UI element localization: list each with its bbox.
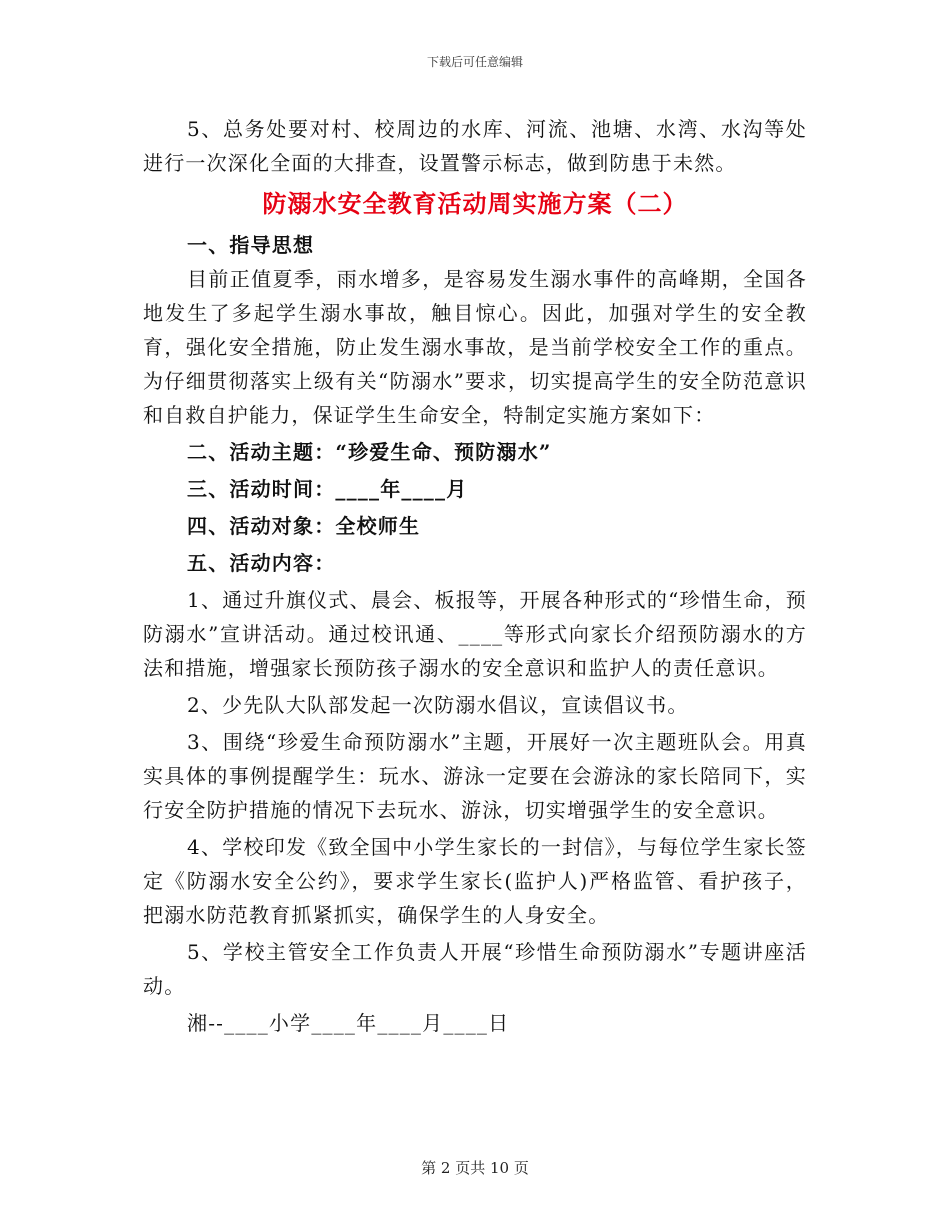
content-item-2: 2、少先队大队部发起一次防溺水倡议，宣读倡议书。 <box>187 693 689 717</box>
page-header: 下载后可任意编辑 <box>426 55 523 69</box>
section-title: 防溺水安全教育活动周实施方案（二） <box>262 189 688 218</box>
content-item-1: 1、通过升旗仪式、晨会、板报等，开展各种形式的“珍惜生命，预防溺水”宣讲活动。通过校讯通、____等形式向家长介绍预防溺水的方法和措施，增强家长预防孩子溺水的安全意识和监护人的责任意识。 <box>143 588 807 680</box>
paragraph-item-5-prev: 5、总务处要对村、校周边的水库、河流、池塘、水湾、水沟等处进行一次深化全面的大排查，设置警示标志，做到防患于未然。 <box>143 117 807 175</box>
document-body <box>143 112 807 1040</box>
heading-activity-content: 五、活动内容： <box>187 551 336 575</box>
paragraph-guiding-thought: 目前正值夏季，雨水增多，是容易发生溺水事件的高峰期，全国各地发生了多起学生溺水事故，触目惊心。因此，加强对学生的安全教育，强化安全措施，防止发生溺水事故，是当前学校安全工作的重点。为仔细贯彻落实上级有关“防溺水”要求，切实提高学生的安全防范意识和自救自护能力，保证学生生命安全，特制定实施方案如下： <box>143 267 807 427</box>
page-footer: 第 2 页共 10 页 <box>421 1159 529 1177</box>
content-item-4: 4、学校印发《致全国中小学生家长的一封信》，与每位学生家长签定《防溺水安全公约》，要求学生家长(监护人)严格监管、看护孩子，把溺水防范教育抓紧抓实，确保学生的人身安全。 <box>143 835 807 927</box>
content-item-5: 5、学校主管安全工作负责人开展“珍惜生命预防溺水”专题讲座活动。 <box>143 940 807 998</box>
heading-activity-theme: 二、活动主题：“珍爱生命、预防溺水” <box>187 440 552 464</box>
heading-guiding-thought: 一、指导思想 <box>187 233 315 257</box>
heading-activity-time: 三、活动时间：____年____月 <box>187 477 468 501</box>
heading-activity-target: 四、活动对象：全校师生 <box>187 514 421 538</box>
content-item-3: 3、围绕“珍爱生命预防溺水”主题，开展好一次主题班队会。用真实具体的事例提醒学生：玩水、游泳一定要在会游泳的家长陪同下，实行安全防护措施的情况下去玩水、游泳，切实增强学生的安全意识。 <box>143 730 807 822</box>
signature-line: 湘--____小学____年____月____日 <box>187 1011 510 1035</box>
